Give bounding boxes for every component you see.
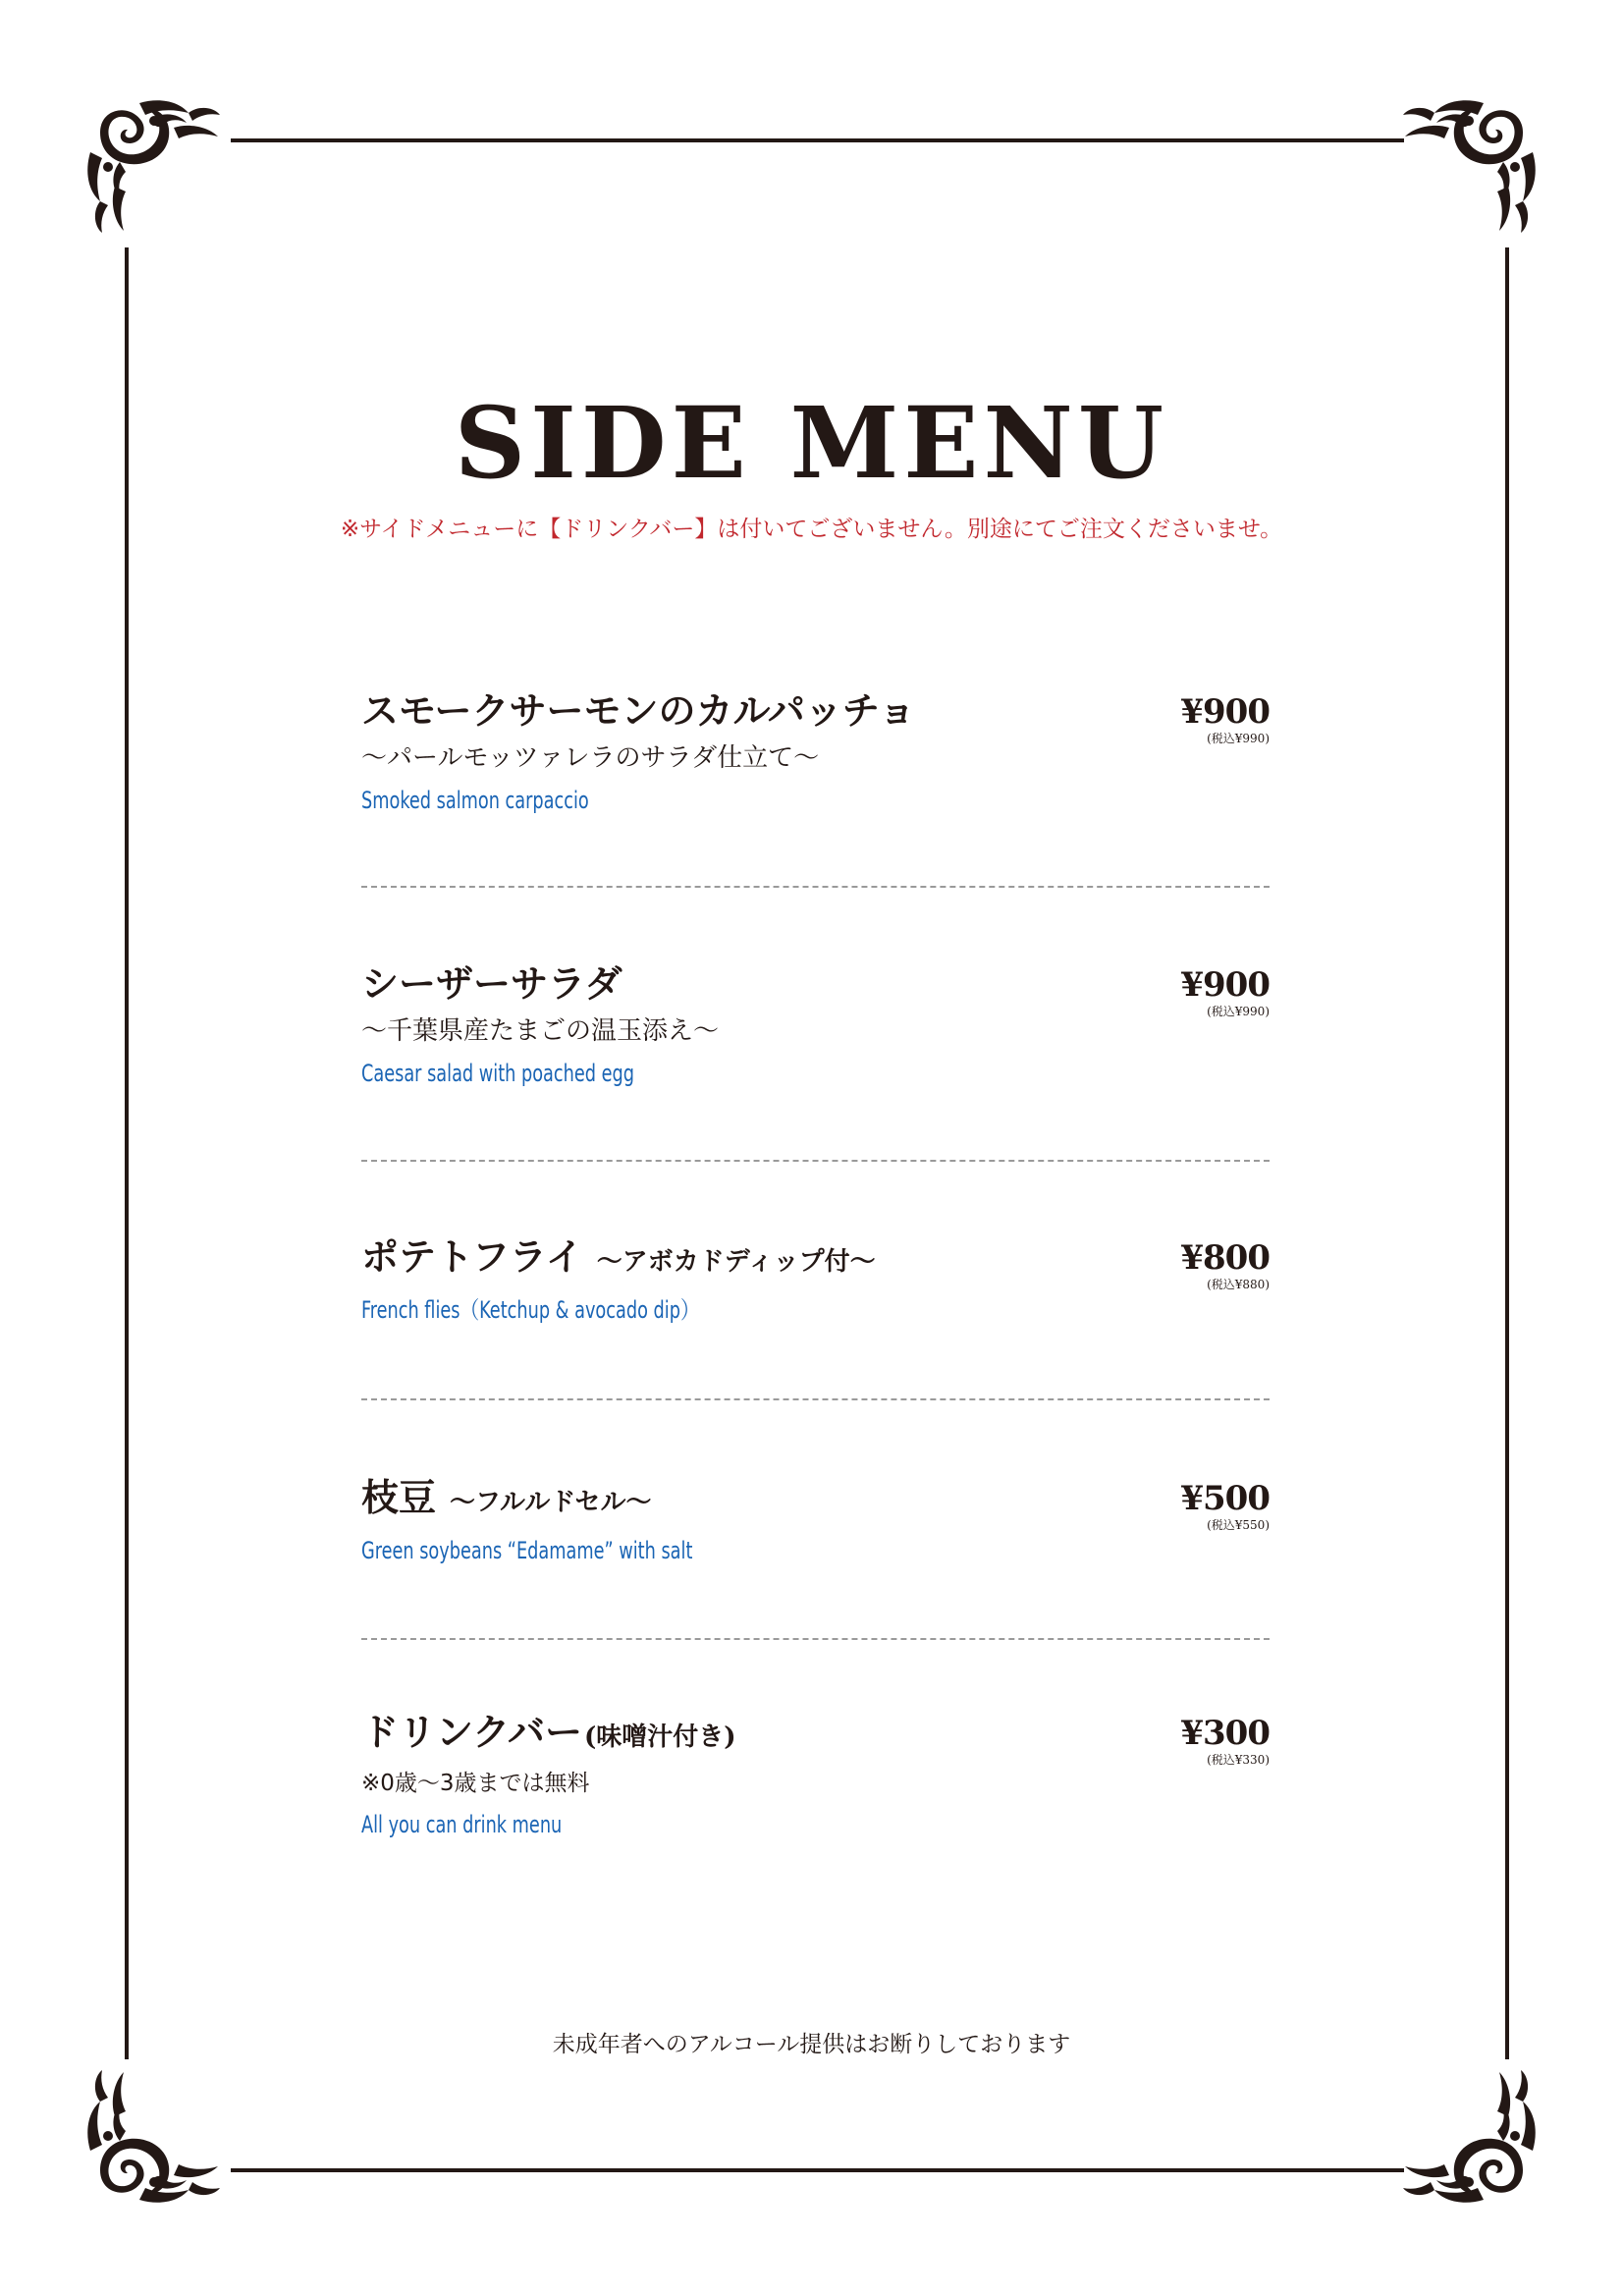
item-price-tax: (税込¥550) [1207, 1518, 1270, 1532]
item-name [361, 1233, 1270, 1285]
item-english-name: All you can drink menu [361, 1811, 563, 1838]
item-english-name: French flies（Ketchup & avocado dip） [361, 1296, 700, 1324]
ornament-corner-icon [81, 2062, 228, 2210]
item-name-text: ポテトフライ [361, 1234, 583, 1279]
item-note: ※0歳〜3歳までは無料 [361, 1771, 590, 1796]
ornament-corner-icon [1395, 93, 1542, 241]
item-divider [361, 1398, 1270, 1400]
item-divider [361, 1638, 1270, 1640]
item-price-tax: (税込¥330) [1207, 1753, 1270, 1767]
item-name [361, 1709, 1270, 1761]
item-price-block [1180, 966, 1270, 1019]
page-title: SIDE MENU [454, 385, 1169, 501]
ornament-corner-icon [81, 93, 228, 241]
menu-item [361, 1474, 1270, 1567]
item-price-block [1180, 1715, 1270, 1768]
item-price-tax: (税込¥990) [1207, 1005, 1270, 1018]
item-price-tax: (税込¥880) [1207, 1278, 1270, 1291]
alcohol-notice: 未成年者へのアルコール提供はお断りしております [552, 2032, 1071, 2057]
item-name: スモークサーモンのカルパッチョ [361, 688, 916, 733]
drink-bar-notice: ※サイドメニューに【ドリンクバー】は付いてございません。別途にてご注文くださいませ。 [340, 517, 1283, 542]
menu-item [361, 1233, 1270, 1327]
item-divider [361, 1160, 1270, 1162]
frame-top-line [231, 138, 1404, 142]
menu-item [361, 687, 1270, 817]
menu-item [361, 960, 1270, 1090]
item-english-name: Green soybeans “Edamame” with salt [361, 1537, 693, 1564]
item-name-text: ドリンクバー [361, 1710, 582, 1754]
item-subtitle: 〜フルルドセル〜 [450, 1488, 652, 1517]
item-price-block [1180, 1480, 1270, 1533]
item-price: ¥500 [1180, 1479, 1270, 1518]
item-price: ¥900 [1180, 692, 1270, 732]
item-name-text: 枝豆 [361, 1475, 437, 1519]
menu-item [361, 1709, 1270, 1841]
item-price-block [1180, 693, 1270, 746]
item-subtitle: (味噌汁付き) [583, 1722, 736, 1752]
item-english-name: Caesar salad with poached egg [361, 1060, 635, 1087]
item-name [361, 1474, 1270, 1526]
item-price: ¥800 [1180, 1238, 1270, 1278]
item-subtitle: 〜パールモッツァレラのサラダ仕立て〜 [361, 743, 820, 773]
item-name: シーザーサラダ [361, 961, 622, 1006]
item-price-block [1180, 1239, 1270, 1292]
item-english-name: Smoked salmon carpaccio [361, 787, 589, 814]
ornament-corner-icon [1395, 2062, 1542, 2210]
item-divider [361, 886, 1270, 888]
item-subtitle: 〜千葉県産たまごの温玉添え〜 [361, 1016, 720, 1046]
item-price: ¥300 [1180, 1714, 1270, 1753]
item-price-tax: (税込¥990) [1207, 732, 1270, 745]
item-price: ¥900 [1180, 965, 1270, 1005]
frame-bottom-line [231, 2168, 1404, 2172]
item-subtitle: 〜アボカドディップ付〜 [596, 1247, 876, 1277]
